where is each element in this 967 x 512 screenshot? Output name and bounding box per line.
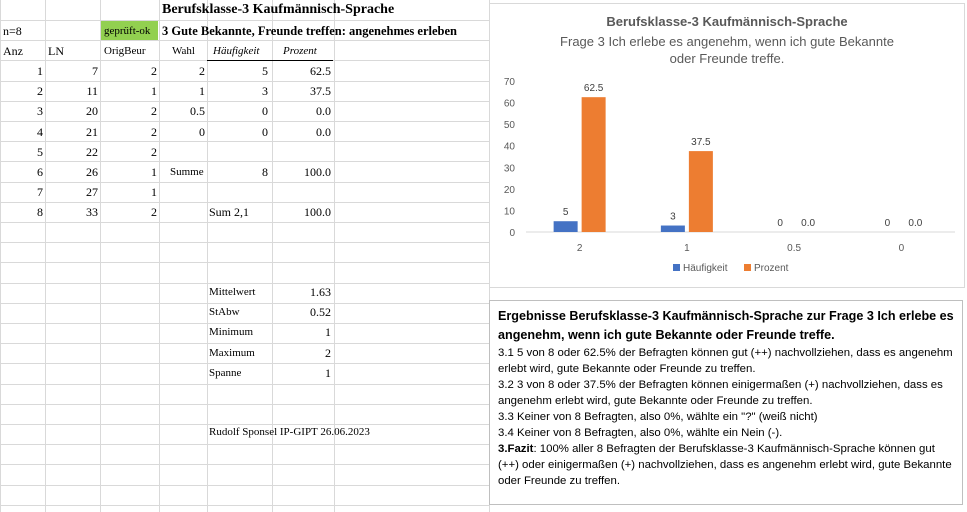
col-gridline bbox=[159, 0, 160, 512]
y-tick-label: 10 bbox=[503, 206, 515, 218]
cell-hf: 0 bbox=[262, 125, 268, 139]
col-gridline bbox=[45, 0, 46, 512]
results-textbox[interactable] bbox=[489, 300, 963, 505]
cell-pz: 37.5 bbox=[310, 84, 331, 98]
chart-canvas bbox=[490, 4, 964, 287]
bar-prozent bbox=[582, 97, 606, 232]
y-tick-label: 60 bbox=[503, 98, 515, 110]
row-gridline bbox=[0, 384, 489, 385]
data-label: 62.5 bbox=[583, 83, 604, 95]
col-gridline bbox=[100, 0, 101, 512]
col-gridline bbox=[0, 0, 1, 512]
legend-entry: Prozent bbox=[754, 263, 789, 274]
chart-subtitle: Frage 3 Ich erlebe es angenehm, wenn ich gute Bekannte oder Freunde treffe. bbox=[560, 34, 894, 66]
chart-title: Berufsklasse-3 Kaufmännisch-Sprache bbox=[606, 14, 848, 29]
stat-label: Spanne bbox=[209, 367, 242, 379]
cell-wahl: 1 bbox=[199, 84, 205, 98]
legend-entry: Häufigkeit bbox=[683, 263, 728, 274]
stat-label: Maximum bbox=[209, 347, 255, 359]
cell-pz: 0.0 bbox=[316, 125, 331, 139]
author-note: Rudolf Sponsel IP-GIPT 26.06.2023 bbox=[209, 426, 370, 438]
cell-anz: 6 bbox=[37, 165, 43, 179]
legend-swatch bbox=[744, 264, 751, 271]
cell-ln: 20 bbox=[86, 104, 98, 118]
row-gridline bbox=[0, 182, 489, 183]
stat-value: 2 bbox=[325, 346, 331, 360]
data-label: 0 bbox=[777, 218, 783, 229]
cell-pz: 62.5 bbox=[310, 64, 331, 78]
cell-orig: 2 bbox=[151, 104, 157, 118]
data-label: 0.0 bbox=[908, 218, 923, 229]
cell-hf: 8 bbox=[262, 165, 268, 179]
stat-value: 1.63 bbox=[310, 285, 331, 299]
row-gridline bbox=[0, 363, 489, 364]
x-tick-label: 2 bbox=[576, 243, 583, 254]
cell-wahl: 2 bbox=[199, 64, 205, 78]
y-tick-label: 20 bbox=[503, 184, 515, 196]
cell-orig: 2 bbox=[151, 205, 157, 219]
stat-label: StAbw bbox=[209, 306, 240, 318]
row-gridline bbox=[0, 444, 489, 445]
cell-anz: 5 bbox=[37, 145, 43, 159]
cell-orig: 2 bbox=[151, 125, 157, 139]
result-3-3: 3.3 Keiner von 8 Befragten, also 0%, wählte ein "?" (weiß nicht) bbox=[498, 411, 818, 423]
row-gridline bbox=[0, 121, 489, 122]
cell-anz: 4 bbox=[37, 125, 43, 139]
cell-anz: 1 bbox=[37, 64, 43, 78]
header-prozent: Prozent bbox=[283, 45, 317, 57]
bar-häufigkeit bbox=[661, 226, 685, 232]
header-ln: LN bbox=[48, 44, 64, 58]
header-anz: Anz bbox=[3, 44, 23, 58]
data-label: 5 bbox=[562, 207, 569, 219]
bar-prozent bbox=[689, 151, 713, 232]
y-tick-label: 40 bbox=[503, 141, 515, 153]
y-tick-label: 30 bbox=[503, 163, 515, 175]
y-tick-label: 50 bbox=[503, 120, 515, 132]
data-label: 0.0 bbox=[801, 218, 816, 229]
result-fazit bbox=[498, 441, 956, 489]
result-3-2: 3.2 3 von 8 oder 37.5% der Befragten können einigermaßen (+) nachvollziehen, dass es angenehm erlebt wird, gute Bekannte oder Freunde zu treffen. bbox=[498, 379, 943, 407]
stat-value: 1 bbox=[325, 325, 331, 339]
x-tick-label: 0.5 bbox=[787, 243, 802, 254]
row-gridline bbox=[0, 464, 489, 465]
status-badge: geprüft-ok bbox=[104, 25, 151, 37]
row-gridline bbox=[0, 303, 489, 304]
row-gridline bbox=[0, 242, 489, 243]
cell-hf: 0 bbox=[262, 104, 268, 118]
stat-value: 0.52 bbox=[310, 305, 331, 319]
cell-pz: 100.0 bbox=[304, 165, 331, 179]
cell-anz: 2 bbox=[37, 84, 43, 98]
row-gridline bbox=[0, 262, 489, 263]
bar-chart[interactable] bbox=[489, 3, 965, 288]
stat-value: 1 bbox=[325, 366, 331, 380]
cell-ln: 21 bbox=[86, 125, 98, 139]
x-tick-label: 0 bbox=[898, 243, 905, 254]
y-tick-label: 0 bbox=[509, 228, 515, 239]
cell-orig: 1 bbox=[151, 185, 157, 199]
cell-ln: 33 bbox=[86, 205, 98, 219]
stat-label: Minimum bbox=[209, 326, 254, 338]
result-3-4: 3.4 Keiner von 8 Befragten, also 0%, wählte ein Nein (-). bbox=[498, 427, 783, 439]
row-gridline bbox=[0, 222, 489, 223]
cell-orig: 1 bbox=[151, 165, 157, 179]
sheet-title: Berufsklasse-3 Kaufmännisch-Sprache bbox=[162, 2, 395, 17]
cell-wahl: 0 bbox=[199, 125, 205, 139]
cell-anz: 8 bbox=[37, 205, 43, 219]
header-haeufigkeit: Häufigkeit bbox=[213, 45, 260, 57]
cell-ln: 27 bbox=[86, 185, 98, 199]
cell-orig: 1 bbox=[151, 84, 157, 98]
cell-ln: 11 bbox=[86, 84, 98, 98]
cell-ln: 22 bbox=[86, 145, 98, 159]
row-gridline bbox=[0, 101, 489, 102]
cell-anz: 7 bbox=[37, 185, 43, 199]
x-tick-label: 1 bbox=[684, 243, 690, 254]
bar-häufigkeit bbox=[554, 221, 578, 232]
cell-wahl: 0.5 bbox=[190, 104, 205, 118]
row-gridline bbox=[0, 485, 489, 486]
legend-swatch bbox=[673, 264, 680, 271]
data-label: 37.5 bbox=[691, 137, 711, 149]
row-gridline bbox=[0, 404, 489, 405]
data-label: 3 bbox=[670, 211, 676, 223]
fazit-text: : 100% aller 8 Befragten der Berufsklasse-3 Kaufmännisch-Sprache können gut (++) oder einigermaßen (+) nachvollziehen, dass es angenehm erlebt wird, gute Bekannte oder Freunde zu treffen. bbox=[498, 443, 952, 487]
header-wahl: Wahl bbox=[172, 45, 195, 57]
data-label: 0 bbox=[884, 218, 891, 229]
cell-ln: 26 bbox=[86, 165, 98, 179]
row-gridline bbox=[0, 141, 489, 142]
cell-ln: 7 bbox=[92, 64, 98, 78]
cell-orig: 2 bbox=[151, 64, 157, 78]
result-3-1: 3.1 5 von 8 oder 62.5% der Befragten können gut (++) nachvollziehen, dass es angenehm erlebt wird, gute Bekannte oder Freunde zu treffen. bbox=[498, 347, 953, 375]
cell-pz: 0.0 bbox=[316, 104, 331, 118]
results-heading: Ergebnisse Berufsklasse-3 Kaufmännisch-Sprache zur Frage 3 Ich erlebe es angenehm, wenn ich gute Bekannte oder Freunde treffe. bbox=[498, 309, 954, 342]
col-gridline bbox=[207, 0, 208, 512]
fazit-label: 3.Fazit bbox=[498, 443, 534, 455]
question-title: 3 Gute Bekannte, Freunde treffen: angenehmes erleben bbox=[162, 24, 457, 38]
row-gridline bbox=[0, 161, 489, 162]
y-tick-label: 70 bbox=[503, 77, 515, 88]
cell-wahl: Summe bbox=[170, 166, 204, 178]
cell-wahl: Sum 2,1 bbox=[209, 205, 250, 219]
cell-hf: 3 bbox=[262, 84, 268, 98]
row-gridline bbox=[0, 81, 489, 82]
cell-orig: 2 bbox=[151, 145, 157, 159]
stat-label: Mittelwert bbox=[209, 286, 256, 298]
header-origbeur: OrigBeur bbox=[104, 45, 146, 57]
cell-pz: 100.0 bbox=[304, 205, 331, 219]
n-label: n=8 bbox=[3, 24, 22, 38]
cell-hf: 5 bbox=[262, 64, 268, 78]
cell-anz: 3 bbox=[37, 104, 43, 118]
row-gridline bbox=[0, 505, 489, 506]
